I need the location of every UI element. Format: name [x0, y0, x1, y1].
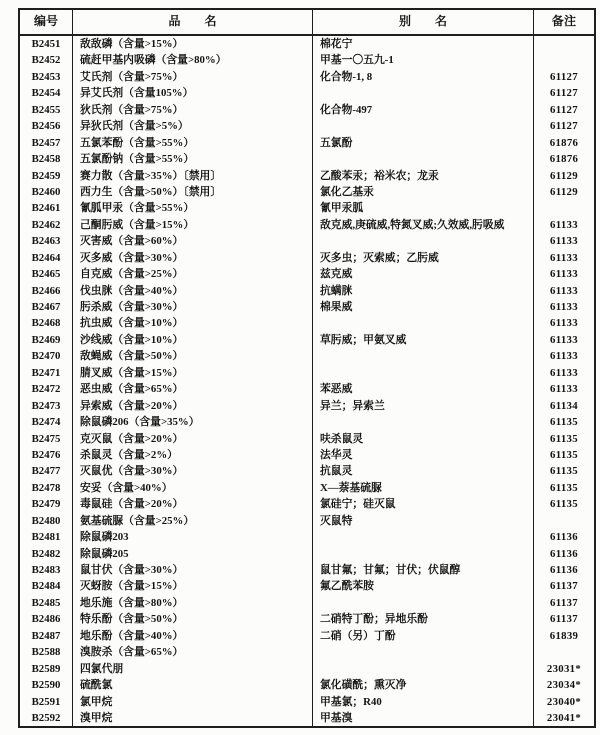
table-row — [20, 381, 594, 397]
code-cell: B2486 — [20, 611, 73, 627]
alias-cell — [313, 233, 534, 249]
name-cell: 五氯苯酚（含量>55%） — [73, 135, 313, 151]
note-cell: 61133 — [550, 268, 578, 281]
name-cell: 除鼠磷205 — [73, 546, 313, 562]
name-cell: 异艾氏剂（含量105%） — [73, 85, 313, 101]
alias-cell — [313, 529, 534, 545]
code-cell: B2478 — [20, 480, 73, 496]
alias-cell: 二硝（另）丁酚 — [313, 628, 534, 644]
note-cell: 61135 — [550, 416, 578, 429]
code-cell: B2476 — [20, 447, 73, 463]
table-row — [20, 562, 594, 578]
alias-cell: 二硝特丁酚；异地乐酚 — [313, 611, 534, 627]
table-row — [20, 69, 594, 85]
note-cell — [534, 52, 594, 68]
table-row — [20, 431, 594, 447]
note-cell: 61133 — [550, 301, 578, 313]
name-cell: 伐虫脒（含量>40%） — [73, 283, 313, 299]
code-cell: B2468 — [20, 315, 73, 331]
table-row — [20, 184, 594, 200]
note-cell: 61133 — [550, 383, 578, 396]
note-cell — [534, 644, 594, 660]
alias-cell: 氯化乙基汞 — [313, 184, 534, 200]
note-cell: 61136 — [550, 547, 578, 560]
table-row — [20, 694, 594, 710]
name-cell: 安妥（含量>40%） — [73, 480, 313, 496]
alias-cell: 法华灵 — [313, 447, 534, 463]
code-cell: B2465 — [20, 266, 73, 282]
table-row — [20, 36, 594, 52]
alias-cell — [313, 315, 534, 331]
name-cell: 鼠甘伏（含量>30%） — [73, 562, 313, 578]
note-cell: 23034* — [546, 679, 582, 692]
name-cell: 抗虫威（含量>10%） — [73, 315, 313, 331]
table-row — [20, 200, 594, 216]
alias-cell: 兹克威 — [313, 266, 534, 282]
note-cell: 23041* — [546, 711, 582, 724]
name-cell: 恶虫威（含量>65%） — [73, 381, 313, 397]
table-row — [20, 414, 594, 430]
table-row — [20, 315, 594, 331]
code-cell: B2474 — [20, 414, 73, 430]
note-cell: 61133 — [550, 284, 578, 297]
name-cell: 灭鼠优（含量>30%） — [73, 463, 313, 479]
code-cell: B2469 — [20, 332, 73, 348]
alias-cell: 甲基氯；R40 — [313, 694, 534, 710]
alias-cell: 棉花宁 — [313, 36, 534, 52]
code-cell: B2480 — [20, 513, 73, 529]
alias-cell — [313, 661, 534, 677]
alias-cell: 棉果威 — [313, 299, 534, 315]
name-cell: 氨基硫脲（含量>25%） — [73, 513, 313, 529]
name-cell: 灭多威（含量>30%） — [73, 250, 313, 266]
code-cell: B2455 — [20, 102, 73, 118]
name-cell: 毒鼠硅（含量>20%） — [73, 496, 313, 512]
name-cell: 沙线威（含量>10%） — [73, 332, 313, 348]
note-cell: 61133 — [550, 235, 578, 248]
table-header-row — [20, 10, 594, 36]
code-cell: B2592 — [20, 710, 73, 726]
code-cell: B2459 — [20, 168, 73, 184]
table-row — [20, 299, 594, 315]
note-cell: 61133 — [550, 333, 578, 346]
name-cell: 溴甲烷 — [73, 710, 313, 726]
table-row — [20, 52, 594, 68]
name-cell: 腈叉威（含量>15%） — [73, 365, 313, 381]
code-cell: B2463 — [20, 233, 73, 249]
note-cell: 61129 — [550, 185, 578, 198]
table-row — [20, 266, 594, 282]
note-cell: 61135 — [550, 465, 578, 478]
alias-cell: 异兰；异索兰 — [313, 398, 534, 414]
alias-cell: 甲基溴 — [313, 710, 534, 726]
alias-cell: 草肟威；甲氨叉威 — [313, 332, 534, 348]
code-cell: B2477 — [20, 463, 73, 479]
alias-cell: 乙酸苯汞；裕米农；龙汞 — [313, 168, 534, 184]
table-row — [20, 151, 594, 167]
code-cell: B2470 — [20, 348, 73, 364]
note-cell: 61136 — [550, 564, 578, 576]
table-row — [20, 283, 594, 299]
column-header-name: 品 名 — [73, 10, 313, 34]
name-cell: 己酮肟威（含量>15%） — [73, 217, 313, 233]
table-row — [20, 595, 594, 611]
name-cell: 异索威（含量>20%） — [73, 398, 313, 414]
note-cell: 61133 — [550, 251, 578, 264]
name-cell: 氰胍甲汞（含量>55%） — [73, 200, 313, 216]
code-cell: B2588 — [20, 644, 73, 660]
code-cell: B2467 — [20, 299, 73, 315]
code-cell: B2460 — [20, 184, 73, 200]
name-cell: 溴胺杀（含量>65%） — [73, 644, 313, 660]
table-row — [20, 85, 594, 101]
code-cell: B2457 — [20, 135, 73, 151]
note-cell — [534, 513, 594, 529]
code-cell: B2472 — [20, 381, 73, 397]
note-cell: 61876 — [549, 136, 579, 149]
table-row — [20, 118, 594, 134]
name-cell: 异狄氏剂（含量>5%） — [73, 118, 313, 134]
note-cell: 61135 — [550, 481, 578, 494]
table-row — [20, 168, 594, 184]
table-row — [20, 529, 594, 545]
table-row — [20, 710, 594, 726]
alias-cell: 化合物-1, 8 — [313, 69, 534, 85]
code-cell: B2481 — [20, 529, 73, 545]
note-cell: 61135 — [550, 432, 578, 445]
alias-cell: 五氯酚 — [313, 135, 534, 151]
name-cell: 肟杀威（含量>30%） — [73, 299, 313, 315]
note-cell: 61133 — [550, 350, 578, 363]
note-cell: 61133 — [550, 218, 578, 231]
table-row — [20, 365, 594, 381]
note-cell: 61127 — [550, 120, 578, 133]
table-row — [20, 348, 594, 364]
name-cell: 狄氏剂（含量>75%） — [73, 102, 313, 118]
code-cell: B2482 — [20, 546, 73, 562]
alias-cell: 化合物-497 — [313, 102, 534, 118]
code-cell: B2484 — [20, 578, 73, 594]
table-row — [20, 102, 594, 118]
alias-cell: 抗螨脒 — [313, 283, 534, 299]
code-cell: B2462 — [20, 217, 73, 233]
alias-cell: 甲基一〇五九-1 — [313, 52, 534, 68]
table-row — [20, 250, 594, 266]
alias-cell — [313, 151, 534, 167]
code-cell: B2471 — [20, 365, 73, 381]
name-cell: 赛力散（含量>35%）〔禁用〕 — [73, 168, 313, 184]
note-cell: 23031* — [546, 662, 582, 675]
note-cell: 61137 — [550, 613, 578, 626]
code-cell: B2475 — [20, 431, 73, 447]
name-cell: 硫赶甲基内吸磷（含量>80%） — [73, 52, 313, 68]
alias-cell: 呋杀鼠灵 — [313, 431, 534, 447]
note-cell: 61136 — [550, 531, 578, 544]
code-cell: B2487 — [20, 628, 73, 644]
alias-cell — [313, 595, 534, 611]
table-row — [20, 644, 594, 660]
name-cell: 硫酰氯 — [73, 677, 313, 693]
table-row — [20, 447, 594, 463]
note-cell: 61127 — [550, 70, 578, 83]
table-row — [20, 332, 594, 348]
name-cell: 氯甲烷 — [73, 694, 313, 710]
note-cell: 61876 — [549, 153, 579, 166]
note-cell: 61839 — [549, 629, 579, 642]
name-cell: 敌敌磷（含量>15%） — [73, 36, 313, 52]
note-cell: 61137 — [550, 580, 578, 593]
name-cell: 灭害威（含量>60%） — [73, 233, 313, 249]
code-cell: B2453 — [20, 69, 73, 85]
alias-cell — [313, 644, 534, 660]
code-cell: B2473 — [20, 398, 73, 414]
code-cell: B2464 — [20, 250, 73, 266]
name-cell: 克灭鼠（含量>20%） — [73, 431, 313, 447]
table-row — [20, 611, 594, 627]
name-cell: 四氯代朋 — [73, 661, 313, 677]
name-cell: 杀鼠灵（含量>2%） — [73, 447, 313, 463]
table-row — [20, 463, 594, 479]
code-cell: B2483 — [20, 562, 73, 578]
note-cell: 61127 — [550, 87, 578, 100]
note-cell: 61133 — [550, 317, 578, 330]
note-cell: 61133 — [550, 366, 578, 379]
code-cell: B2452 — [20, 52, 73, 68]
name-cell: 除鼠磷203 — [73, 529, 313, 545]
table-row — [20, 661, 594, 677]
column-header-code: 编号 — [20, 10, 73, 34]
code-cell: B2485 — [20, 595, 73, 611]
table-row — [20, 578, 594, 594]
table-row — [20, 217, 594, 233]
table-row — [20, 496, 594, 512]
name-cell: 自克威（含量>25%） — [73, 266, 313, 282]
note-cell: 61137 — [550, 596, 578, 609]
code-cell: B2466 — [20, 283, 73, 299]
table-row — [20, 546, 594, 562]
alias-cell — [313, 348, 534, 364]
code-cell: B2591 — [20, 694, 73, 710]
code-cell: B2590 — [20, 677, 73, 693]
name-cell: 五氯酚钠（含量>55%） — [73, 151, 313, 167]
table-row — [20, 677, 594, 693]
alias-cell: 抗鼠灵 — [313, 463, 534, 479]
name-cell: 灭蚜胺（含量>15%） — [73, 578, 313, 594]
alias-cell — [313, 118, 534, 134]
alias-cell — [313, 414, 534, 430]
code-cell: B2451 — [20, 36, 73, 52]
table-row — [20, 513, 594, 529]
column-header-alias: 别 名 — [313, 10, 534, 34]
note-cell: 23040* — [546, 695, 582, 708]
alias-cell: 苯恶威 — [313, 381, 534, 397]
note-cell: 61135 — [550, 448, 578, 461]
name-cell: 敌蝇威（含量>50%） — [73, 348, 313, 364]
code-cell: B2456 — [20, 118, 73, 134]
column-header-remark: 备注 — [551, 14, 577, 28]
alias-cell: 鼠甘氟；甘氟；甘伏；伏鼠醇 — [313, 562, 534, 578]
name-cell: 西力生（含量>50%）〔禁用〕 — [73, 184, 313, 200]
alias-cell: 灭多虫；灭索威；乙肟威 — [313, 250, 534, 266]
name-cell: 除鼠磷206（含量>35%） — [73, 414, 313, 430]
alias-cell: X—萘基硫脲 — [313, 480, 534, 496]
note-cell: 61127 — [550, 103, 578, 116]
code-cell: B2589 — [20, 661, 73, 677]
alias-cell: 氯硅宁；硅灭鼠 — [313, 496, 534, 512]
alias-cell: 氰甲汞胍 — [313, 200, 534, 216]
note-cell — [534, 200, 594, 216]
alias-cell — [313, 85, 534, 101]
alias-cell: 氯化磺酰；熏灭净 — [313, 677, 534, 693]
code-cell: B2479 — [20, 496, 73, 512]
name-cell: 地乐施（含量>80%） — [73, 595, 313, 611]
alias-cell: 敌克威,庚硫威,特氮叉威;久效威,肟吸威 — [313, 217, 534, 233]
note-cell: 61129 — [550, 169, 578, 182]
note-cell — [534, 36, 594, 52]
code-cell: B2458 — [20, 151, 73, 167]
alias-cell: 氟乙酰苯胺 — [313, 578, 534, 594]
table-row — [20, 135, 594, 151]
name-cell: 艾氏剂（含量>75%） — [73, 69, 313, 85]
alias-cell — [313, 365, 534, 381]
table-row — [20, 398, 594, 414]
code-cell: B2461 — [20, 200, 73, 216]
alias-cell: 灭鼠特 — [313, 513, 534, 529]
table-body — [20, 36, 594, 726]
note-cell: 61134 — [550, 399, 578, 412]
chemical-table — [18, 8, 596, 728]
name-cell: 地乐酚（含量>40%） — [73, 628, 313, 644]
name-cell: 特乐酚（含量>50%） — [73, 611, 313, 627]
code-cell: B2454 — [20, 85, 73, 101]
note-cell: 61135 — [550, 498, 578, 511]
table-row — [20, 628, 594, 644]
table-row — [20, 480, 594, 496]
alias-cell — [313, 546, 534, 562]
table-row — [20, 233, 594, 249]
